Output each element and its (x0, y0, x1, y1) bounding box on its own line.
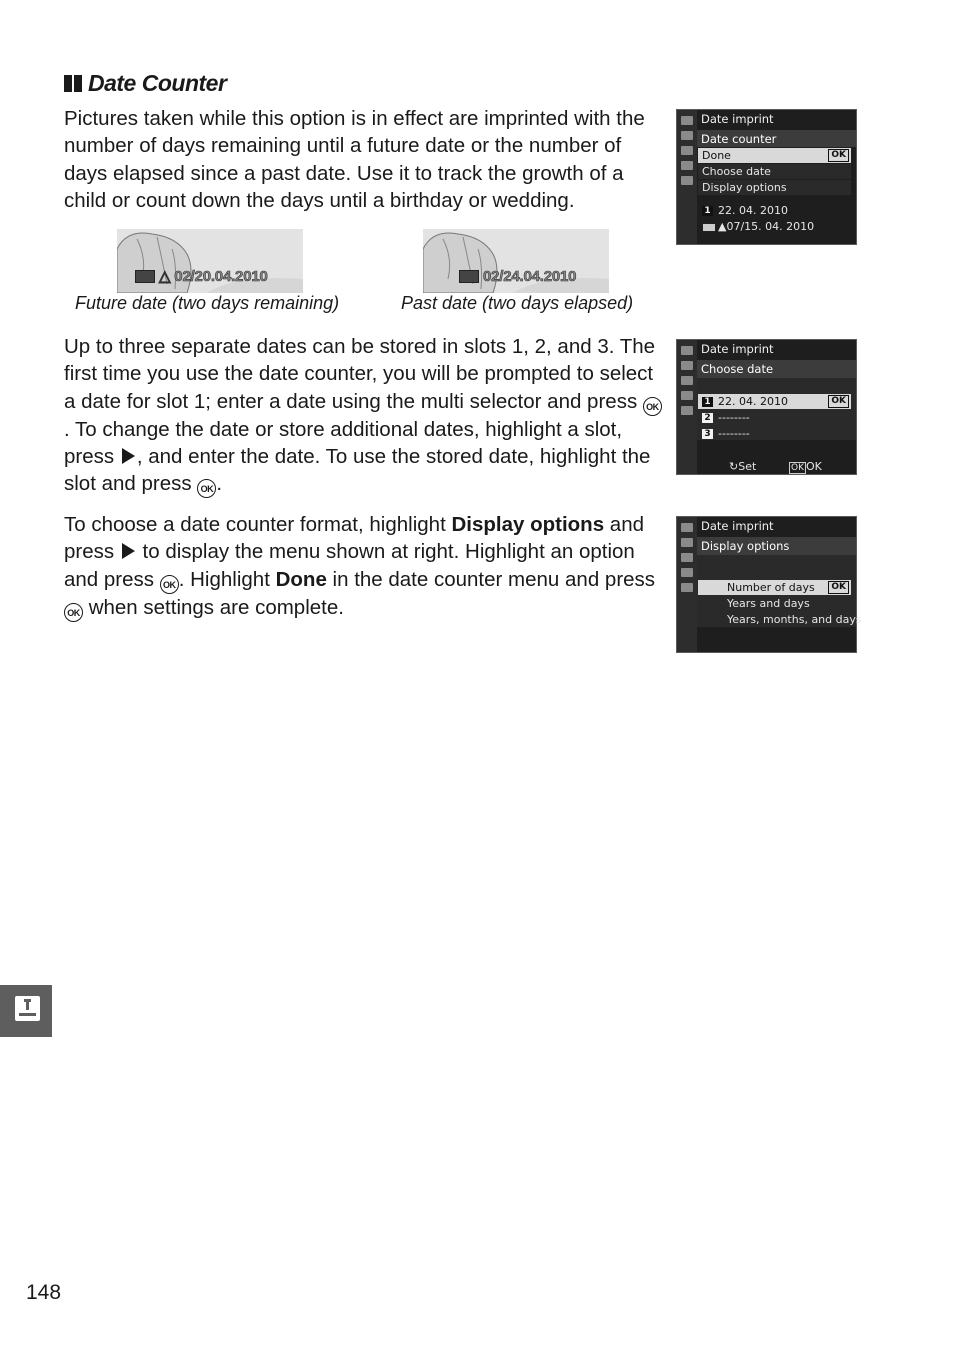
stored-slot-line: 1 22. 04. 2010 (698, 203, 851, 218)
multi-selector-right-icon (122, 543, 135, 559)
sample-photo-future (117, 229, 303, 293)
ok-icon: OK (791, 463, 804, 473)
slots-text-3: , and enter the date. To use the stored date, highlight the slot and press (64, 444, 651, 496)
format-text-5: in the date counter menu and press (326, 567, 656, 591)
ok-button-icon: OK (160, 575, 179, 594)
menu-sidebar (677, 110, 697, 244)
stamp-text: △ 02/20.04.2010 (159, 268, 268, 285)
ok-button-icon: OK (64, 603, 83, 622)
menu-sidebar (677, 517, 697, 652)
screen-title: Date imprint (701, 342, 774, 356)
camera-screen-date-counter (676, 109, 857, 245)
menu-item-display-options[interactable]: Display options (698, 180, 851, 195)
menu-item-done[interactable]: Done OK (698, 148, 851, 163)
menu-sidebar (677, 340, 697, 474)
ok-icon: OK (828, 395, 849, 408)
camera-screen-choose-date (676, 339, 857, 475)
slots-text-4: . (216, 472, 223, 496)
section-heading (64, 70, 226, 97)
format-text-4: . Highlight (178, 567, 276, 591)
caption-future: Future date (two days remaining) (75, 293, 340, 313)
ok-button-icon: OK (197, 479, 216, 498)
date-counter-icon (702, 223, 716, 232)
setup-menu-icon (15, 996, 40, 1021)
counter-line: ▲07/15. 04. 2010 (698, 219, 851, 234)
slots-text-1: Up to three separate dates can be stored in slots 1, 2, and 3. The first time you use the date counter, you will be prompted to select a date for slot 1; enter a date using the multi selector and press (64, 335, 656, 413)
intro-paragraph (64, 105, 664, 214)
caption-past: Past date (two days elapsed) (401, 293, 634, 313)
intro-text: Pictures taken while this option is in effect are imprinted with the number of days remaining until a future date or the number of days elapsed since a past date. Use it to track the growth of a child or count down the days until a birthday or wedding. (64, 107, 645, 212)
sample-photo-past (423, 229, 609, 293)
slots-text-2: . To change the date or store additional dates, highlight a slot, press (64, 417, 623, 468)
footer-set: ↻Set (729, 460, 757, 473)
date-counter-icon (459, 270, 479, 283)
format-text-2: and press (64, 513, 645, 564)
section-title: Date Counter (88, 70, 227, 96)
option-years-and-days[interactable]: Years and days (727, 597, 810, 610)
option-years-months-days[interactable]: Years, months, and days (727, 613, 862, 626)
screen-title: Date imprint (701, 519, 774, 533)
display-options-term: Display options (451, 513, 605, 536)
page-number: 148 (26, 1281, 62, 1304)
ok-icon: OK (828, 149, 849, 162)
slot-row-2[interactable]: 2 -------- (698, 410, 851, 425)
camera-screen-display-options (676, 516, 862, 653)
format-text-6: when settings are complete. (83, 595, 344, 619)
screen-header: Display options (697, 537, 856, 555)
slot-row-3[interactable]: 3 -------- (698, 426, 851, 441)
setup-menu-tab (0, 985, 52, 1037)
option-number-of-days[interactable]: Number of days OK (698, 580, 851, 595)
slots-paragraph (64, 333, 664, 498)
stamp-text: 02/24.04.2010 (483, 268, 577, 285)
date-stamp (459, 268, 576, 285)
format-text-1: To choose a date counter format, highlight (64, 513, 452, 536)
screen-header: Choose date (697, 360, 856, 378)
menu-item-choose-date[interactable]: Choose date (698, 164, 851, 179)
ok-icon: OK (828, 581, 849, 594)
heading-marker-icon (64, 75, 82, 92)
date-stamp (135, 267, 268, 285)
done-term: Done (275, 567, 327, 591)
slot-row-1[interactable]: 1 22. 04. 2010 OK (698, 394, 851, 409)
screen-header: Date counter (697, 130, 856, 147)
format-text-3: to display the menu shown at right. Highlight an option and press (64, 540, 635, 591)
date-counter-icon (135, 270, 155, 283)
ok-button-icon: OK (643, 397, 662, 416)
format-paragraph (64, 511, 664, 622)
multi-selector-right-icon (122, 448, 135, 464)
slot-number: 1 (702, 206, 713, 216)
footer-ok: OK OK (791, 460, 822, 473)
screen-title: Date imprint (701, 112, 774, 126)
